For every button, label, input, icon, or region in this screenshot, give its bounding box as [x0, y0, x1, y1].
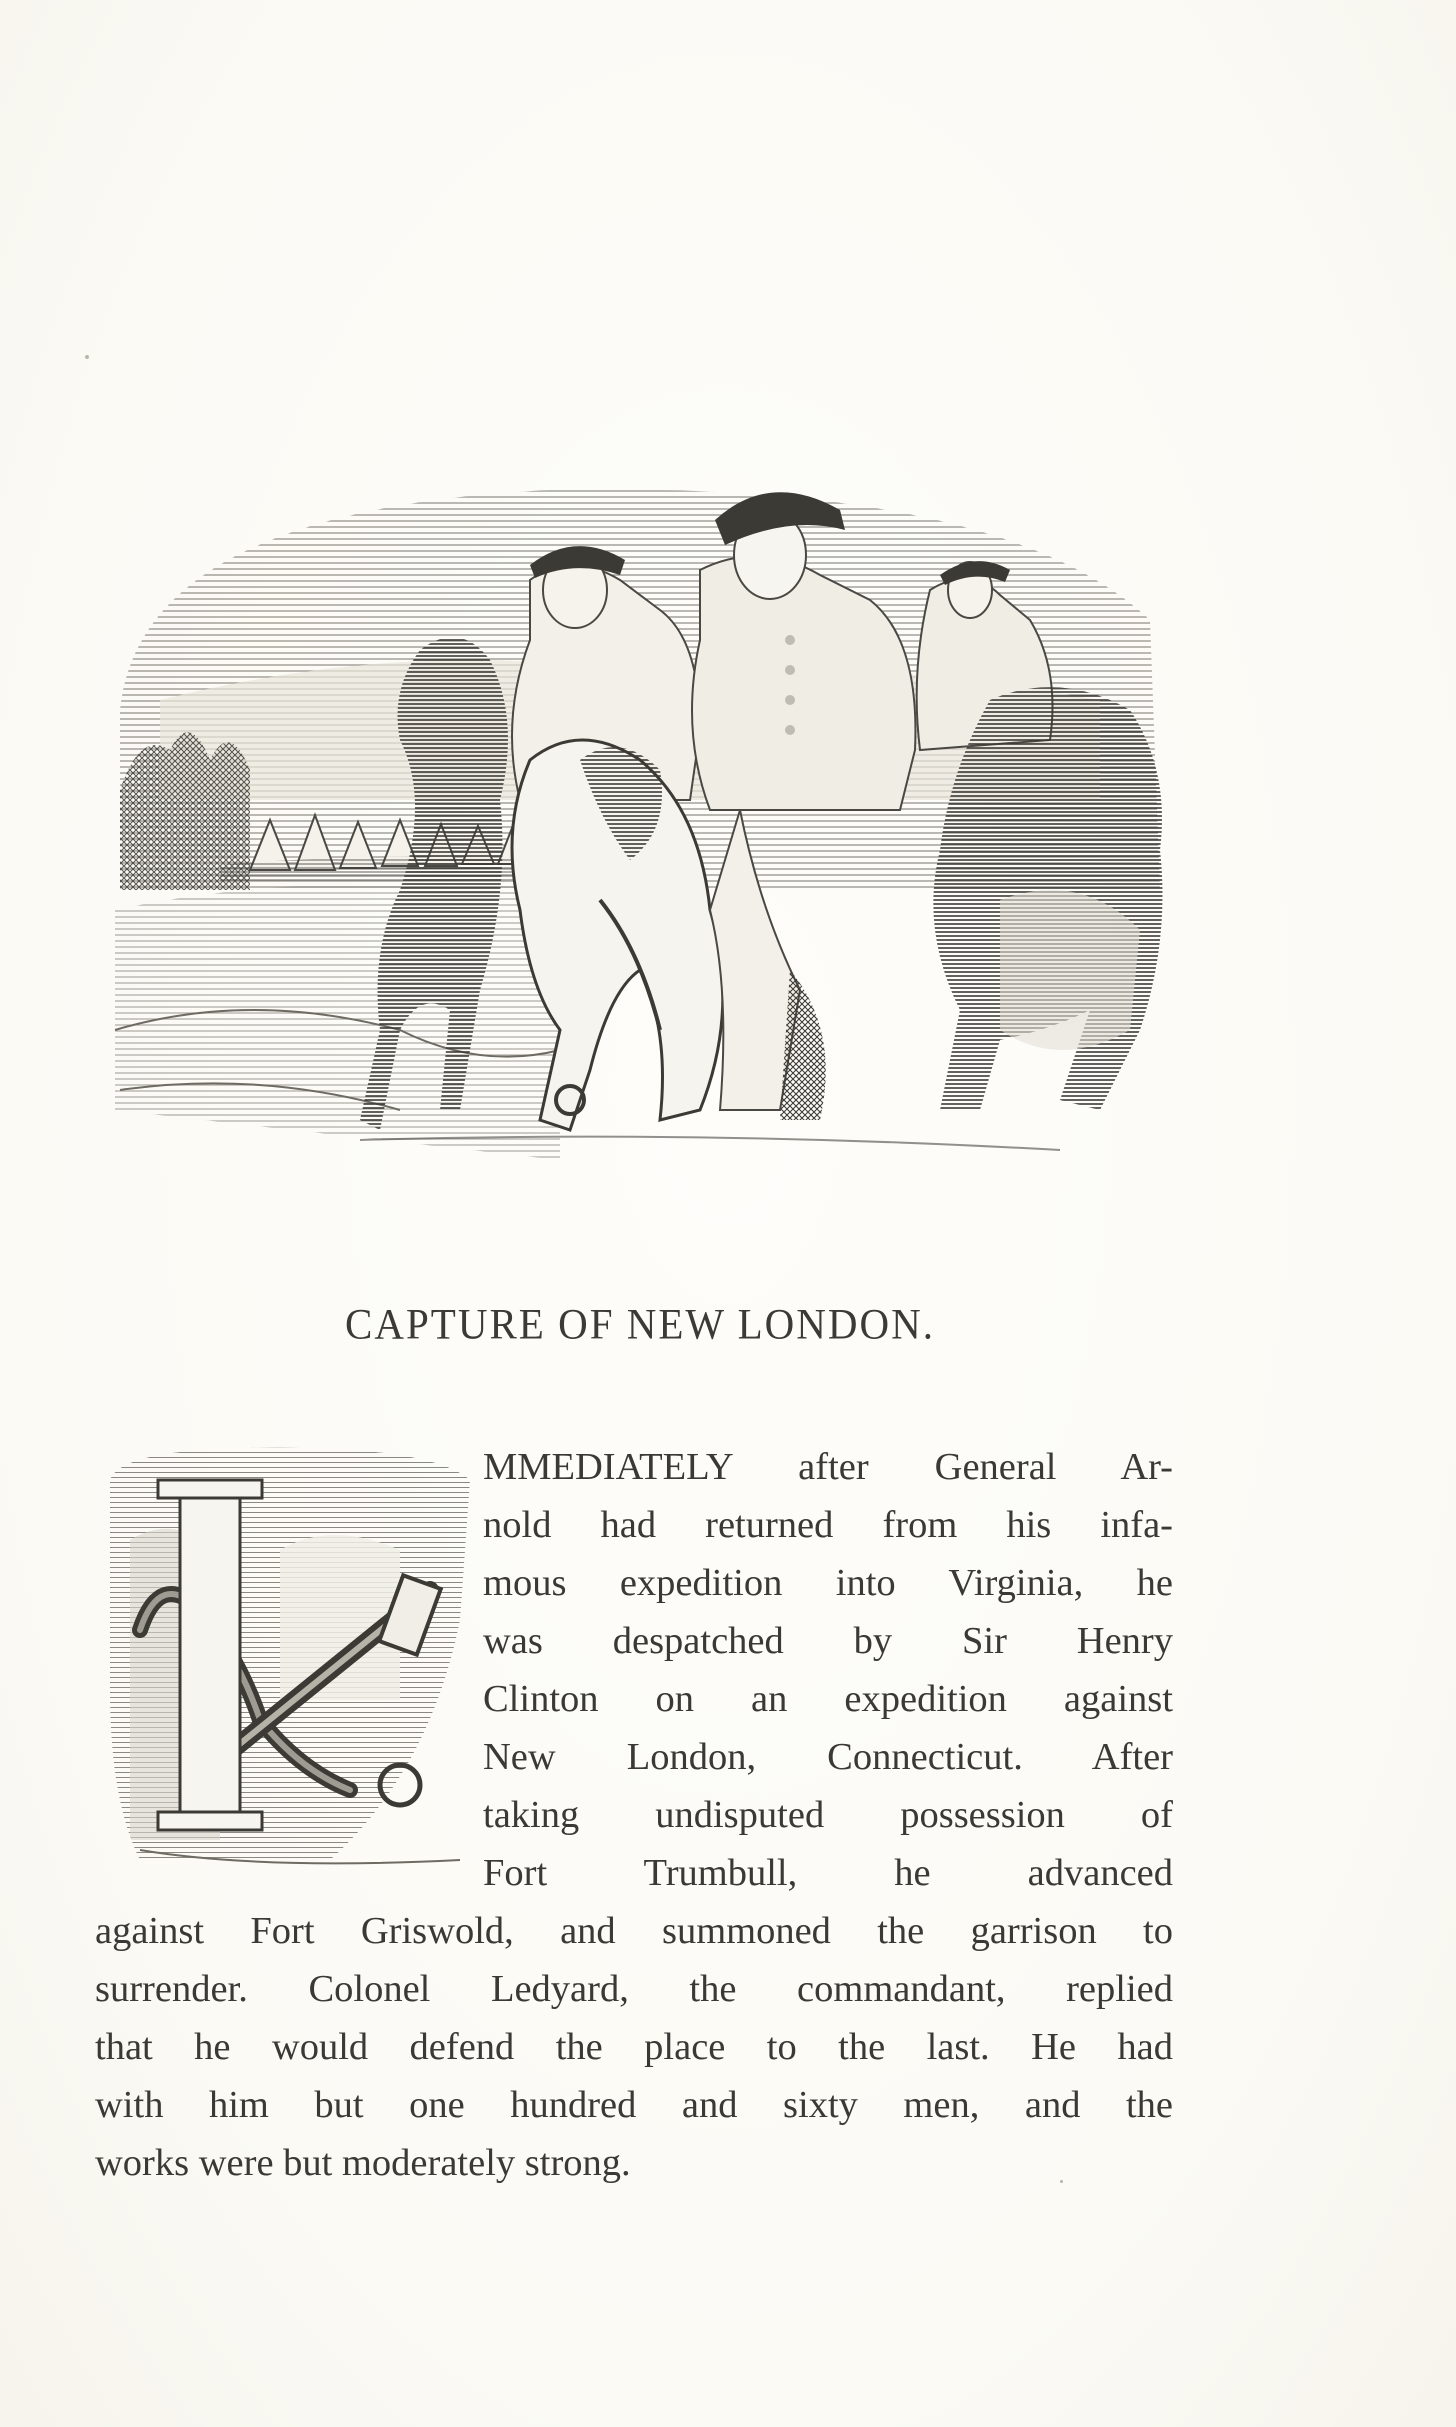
- chapter-title: CAPTURE OF NEW LONDON.: [345, 1299, 935, 1349]
- text-line: mous expedition into Virginia, he: [483, 1562, 1173, 1604]
- text-line: nold had returned from his infa-: [483, 1504, 1173, 1546]
- text-line: New London, Connecticut. After: [483, 1736, 1173, 1778]
- body-text: [95, 1438, 1173, 2192]
- text-line: was despatched by Sir Henry: [483, 1620, 1173, 1662]
- paper-speck: [1060, 2180, 1063, 2183]
- text-line: taking undisputed possession of: [483, 1794, 1173, 1836]
- text-line: surrender. Colonel Ledyard, the commandant, replied: [95, 1968, 1173, 2010]
- text-line: Fort Trumbull, he advanced: [483, 1852, 1173, 1894]
- engraving-officers-on-horseback-icon: [100, 470, 1190, 1160]
- text-line: works were but moderately strong.: [95, 2142, 631, 2184]
- paper-speck: [85, 355, 89, 359]
- text-line: that he would defend the place to the last. He had: [95, 2026, 1173, 2068]
- text-line: with him but one hundred and sixty men, and the: [95, 2084, 1173, 2126]
- text-line: against Fort Griswold, and summoned the garrison to: [95, 1910, 1173, 1952]
- text-line: MMEDIATELY after General Ar-: [483, 1446, 1173, 1488]
- text-line: Clinton on an expedition against: [483, 1678, 1173, 1720]
